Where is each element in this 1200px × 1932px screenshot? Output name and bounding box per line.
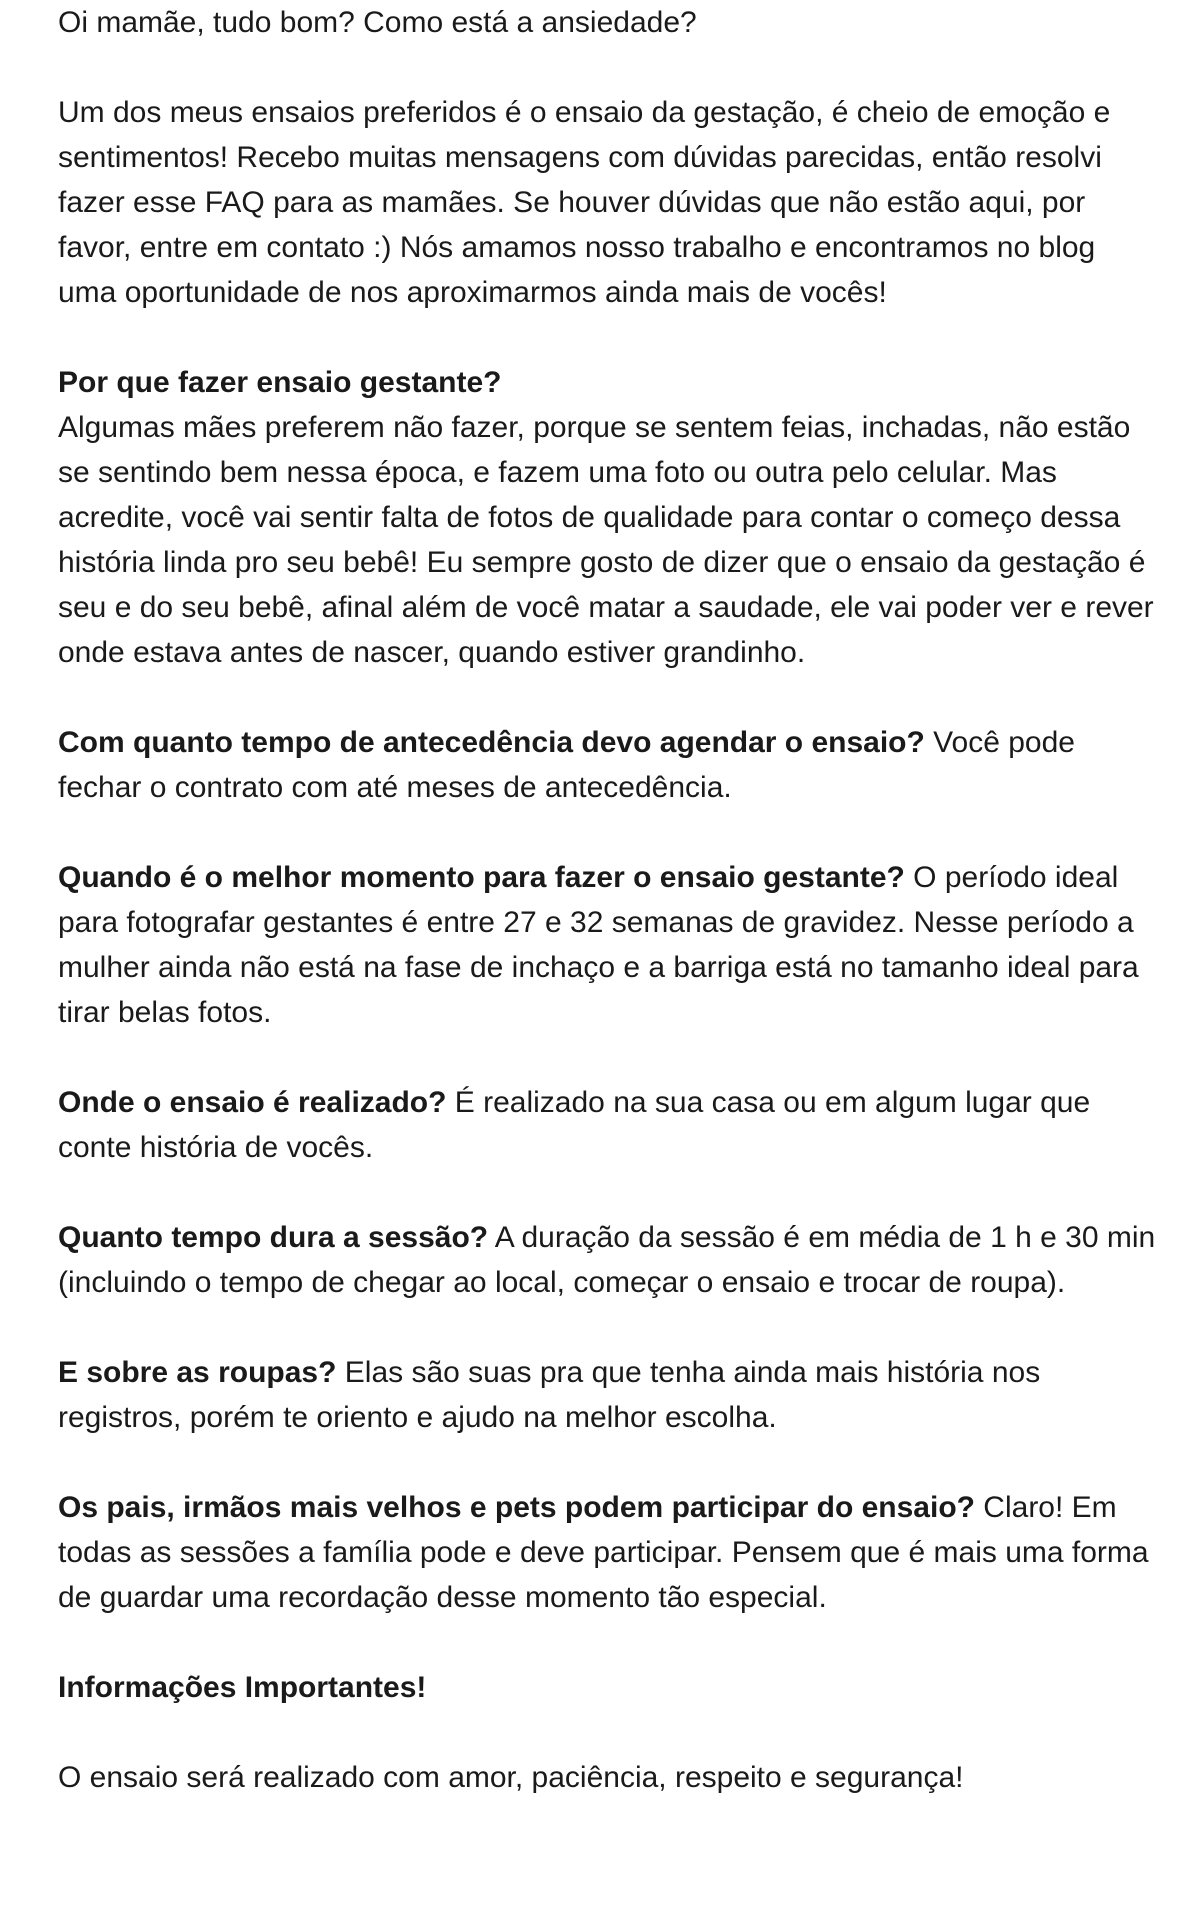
faq-item: [58, 1485, 1160, 1620]
faq-item: [58, 720, 1160, 810]
intro-paragraph: Um dos meus ensaios preferidos é o ensaio da gestação, é cheio de emoção e sentimentos! Recebo muitas mensagens com dúvidas parecidas, então resolvi fazer esse FAQ para as mamães. Se houver dúvidas que não estão aqui, por favor, entre em contato :) Nós amamos nosso trabalho e encontramos no blog uma oportunidade de nos aproximarmos ainda mais de vocês!: [58, 96, 1111, 309]
faq-answer: O período ideal para fotografar gestantes é entre 27 e 32 semanas de gravidez. Nesse período a mulher ainda não está na fase de inchaço e a barriga está no tamanho ideal para tirar belas fotos.: [58, 861, 1139, 1029]
faq-question: Onde o ensaio é realizado?: [58, 1086, 447, 1119]
closing-paragraph: O ensaio será realizado com amor, paciência, respeito e segurança!: [58, 1761, 964, 1794]
important-heading: Informações Importantes!: [58, 1671, 427, 1704]
faq-question: Com quanto tempo de antecedência devo agendar o ensaio?: [58, 726, 925, 759]
faq-question: E sobre as roupas?: [58, 1356, 337, 1389]
faq-item: [58, 1215, 1160, 1305]
faq-question: Quando é o melhor momento para fazer o ensaio gestante?: [58, 861, 905, 894]
faq-item: [58, 1350, 1160, 1440]
faq-question: Quanto tempo dura a sessão?: [58, 1221, 489, 1254]
faq-answer: A duração da sessão é em média de 1 h e 30 min (incluindo o tempo de chegar ao local, começar o ensaio e trocar de roupa).: [58, 1221, 1156, 1299]
why-answer: Algumas mães preferem não fazer, porque se sentem feias, inchadas, não estão se sentindo bem nessa época, e fazem uma foto ou outra pelo celular. Mas acredite, você vai sentir falta de fotos de qualidade para contar o começo dessa história linda pro seu bebê! Eu sempre gosto de dizer que o ensaio da gestação é seu e do seu bebê, afinal além de você matar a saudade, ele vai poder ver e rever onde estava antes de nascer, quando estiver grandinho.: [58, 411, 1154, 669]
why-section: [58, 360, 1160, 675]
faq-answer: Elas são suas pra que tenha ainda mais história nos registros, porém te oriento e ajudo na melhor escolha.: [58, 1356, 1041, 1434]
faq-question: Os pais, irmãos mais velhos e pets podem participar do ensaio?: [58, 1491, 975, 1524]
faq-answer: Claro! Em todas as sessões a família pode e deve participar. Pensem que é mais uma forma de guardar uma recordação desse momento tão especial.: [58, 1491, 1149, 1614]
faq-item: [58, 1080, 1160, 1170]
faq-answer: É realizado na sua casa ou em algum lugar que conte história de vocês.: [58, 1086, 1091, 1164]
faq-item: [58, 855, 1160, 1035]
greeting-paragraph: Oi mamãe, tudo bom? Como está a ansiedade?: [58, 6, 697, 39]
why-question: Por que fazer ensaio gestante?: [58, 366, 502, 399]
faq-answer: Você pode fechar o contrato com até meses de antecedência.: [58, 726, 1075, 804]
